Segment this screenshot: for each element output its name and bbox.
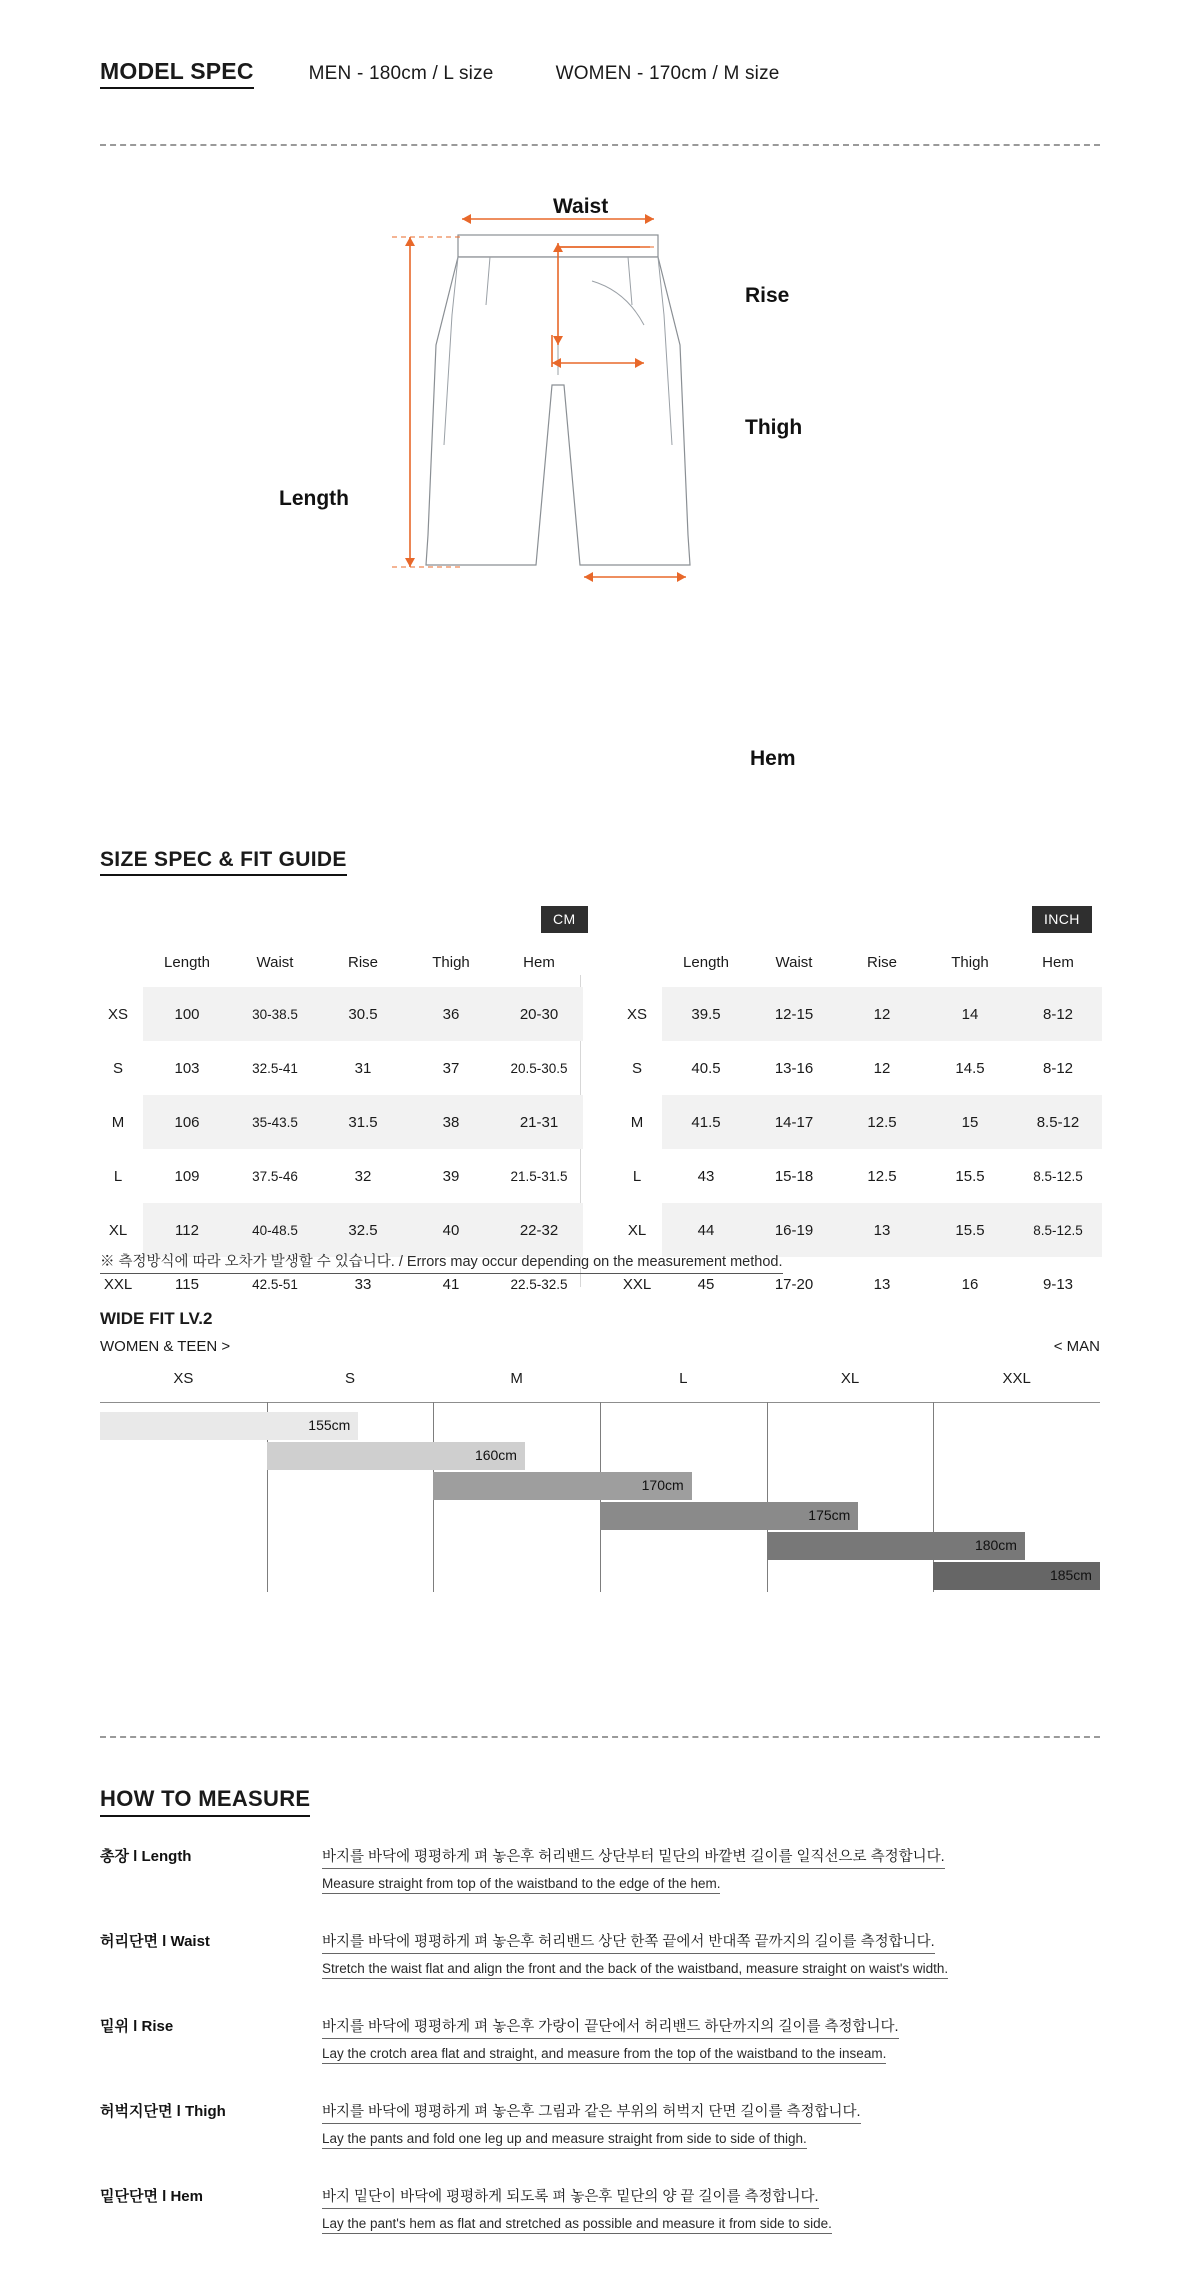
divider-top bbox=[100, 144, 1100, 146]
size-row-label: S bbox=[112, 1059, 123, 1077]
size-cell: 41 bbox=[442, 1275, 460, 1293]
size-cell: 12 bbox=[838, 987, 926, 1041]
measure-item bbox=[100, 2015, 1100, 2064]
size-row-label: XS bbox=[107, 1005, 128, 1023]
size-row-label: XXL bbox=[622, 1275, 652, 1293]
size-cell: 38 bbox=[407, 1095, 495, 1149]
measure-item bbox=[100, 2100, 1100, 2149]
size-column-header: Thigh bbox=[951, 954, 989, 971]
table-row bbox=[90, 987, 583, 1041]
measure-description bbox=[322, 2185, 1100, 2234]
table-row bbox=[609, 1149, 1102, 1203]
size-column-header: Rise bbox=[347, 954, 378, 971]
fit-bar-label: 185cm bbox=[1049, 1567, 1092, 1583]
measure-description bbox=[322, 2015, 1100, 2064]
size-row-label: XS bbox=[626, 1005, 647, 1023]
diagram-label-waist: Waist bbox=[553, 195, 609, 218]
table-row bbox=[609, 1203, 1102, 1257]
table-row bbox=[609, 987, 1102, 1041]
size-row-label: M bbox=[630, 1113, 644, 1131]
size-cell: 32.5 bbox=[319, 1203, 407, 1257]
size-cell: 15 bbox=[926, 1095, 1014, 1149]
measure-description-kr: 바지를 바닥에 평평하게 펴 놓은후 허리밴드 상단 한쪽 끝에서 반대쪽 끝까지의 길이를 측정합니다. bbox=[322, 1930, 935, 1954]
size-cell: 8-12 bbox=[1014, 987, 1102, 1041]
size-cell: 14 bbox=[926, 987, 1014, 1041]
size-column-header: Length bbox=[683, 954, 729, 971]
table-row bbox=[90, 1149, 583, 1203]
size-cell: 37 bbox=[442, 1059, 460, 1077]
size-column-blank bbox=[609, 946, 662, 987]
size-cell: 14-17 bbox=[750, 1095, 838, 1149]
size-cell: 14.5 bbox=[955, 1059, 985, 1077]
size-cell: 106 bbox=[143, 1095, 231, 1149]
fit-bar bbox=[100, 1412, 358, 1440]
size-cell: 8.5-12.5 bbox=[1014, 1203, 1102, 1257]
fit-bar bbox=[933, 1562, 1100, 1590]
measure-description-en: Lay the crotch area flat and straight, and measure from the top of the waistband to the inseam. bbox=[322, 2046, 886, 2064]
measure-description bbox=[322, 2100, 1100, 2149]
size-cell: 22-32 bbox=[495, 1203, 583, 1257]
size-cell: 109 bbox=[174, 1167, 200, 1185]
size-cell: 32 bbox=[354, 1167, 372, 1185]
pants-diagram bbox=[340, 185, 860, 585]
size-cell: 31 bbox=[354, 1059, 372, 1077]
measure-description-en: Lay the pants and fold one leg up and measure straight from side to side of thigh. bbox=[322, 2131, 807, 2149]
size-cell: 36 bbox=[407, 987, 495, 1041]
size-cell: 12-15 bbox=[750, 987, 838, 1041]
size-table-cm-header bbox=[90, 946, 583, 987]
measure-description-en: Measure straight from top of the waistband to the edge of the hem. bbox=[322, 1876, 720, 1894]
table-row bbox=[90, 1041, 583, 1095]
model-spec-women: WOMEN - 170cm / M size bbox=[555, 63, 780, 84]
unit-badge-inch: INCH bbox=[1032, 906, 1092, 933]
size-cell: 100 bbox=[143, 987, 231, 1041]
table-row bbox=[609, 1095, 1102, 1149]
table-row bbox=[90, 1095, 583, 1149]
size-column-header: Length bbox=[164, 954, 210, 971]
diagram-label-hem: Hem bbox=[750, 747, 796, 770]
measure-term: 밑단단면 l Hem bbox=[100, 2188, 203, 2205]
measure-term: 총장 l Length bbox=[100, 1848, 192, 1865]
measure-description-kr: 바지를 바닥에 평평하게 펴 놓은후 그림과 같은 부위의 허벅지 단면 길이를 측정합니다. bbox=[322, 2100, 861, 2124]
fit-size-label: M bbox=[510, 1370, 523, 1387]
fit-size-label: XXL bbox=[1002, 1370, 1031, 1387]
measure-term: 허벅지단면 l Thigh bbox=[100, 2103, 226, 2120]
size-cell: 41.5 bbox=[662, 1095, 750, 1149]
size-spec-title: SIZE SPEC & FIT GUIDE bbox=[100, 848, 347, 876]
size-cell: 21-31 bbox=[495, 1095, 583, 1149]
model-spec-title: MODEL SPEC bbox=[100, 58, 254, 89]
measure-term: 허리단면 l Waist bbox=[100, 1933, 210, 1950]
fit-guide-title: WIDE FIT LV.2 bbox=[100, 1309, 213, 1328]
size-cell: 12.5 bbox=[838, 1095, 926, 1149]
size-cell: 35-43.5 bbox=[231, 1095, 319, 1149]
size-cell: 112 bbox=[143, 1203, 231, 1257]
size-row-label: L bbox=[632, 1167, 642, 1185]
size-cell: 44 bbox=[662, 1203, 750, 1257]
measure-item bbox=[100, 1845, 1100, 1894]
size-cell: 43 bbox=[697, 1167, 715, 1185]
size-column-header: Waist bbox=[256, 954, 294, 971]
size-cell: 8.5-12.5 bbox=[1033, 1168, 1083, 1184]
pants-illustration-svg bbox=[340, 185, 860, 585]
size-cell: 37.5-46 bbox=[252, 1168, 298, 1184]
diagram-label-length: Length bbox=[279, 487, 349, 510]
size-row-label: M bbox=[111, 1113, 125, 1131]
size-cell: 42.5-51 bbox=[252, 1276, 298, 1292]
measure-description-en: Lay the pant's hem as flat and stretched as possible and measure it from side to side. bbox=[322, 2216, 832, 2234]
size-column-header: Rise bbox=[866, 954, 897, 971]
measure-item bbox=[100, 2185, 1100, 2234]
size-cell: 9-13 bbox=[1042, 1275, 1074, 1293]
size-cell: 40 bbox=[407, 1203, 495, 1257]
size-cell: 33 bbox=[354, 1275, 372, 1293]
size-cell: 13 bbox=[838, 1203, 926, 1257]
size-cell: 12 bbox=[873, 1059, 891, 1077]
model-spec-men: MEN - 180cm / L size bbox=[308, 63, 494, 84]
size-cell: 32.5-41 bbox=[252, 1060, 298, 1076]
divider-middle bbox=[100, 1736, 1100, 1738]
fit-size-label: S bbox=[344, 1370, 355, 1387]
size-cell: 115 bbox=[175, 1275, 199, 1293]
how-to-measure-list bbox=[100, 1845, 1100, 2270]
size-row-label: XL bbox=[627, 1221, 647, 1239]
measure-description-en: Stretch the waist flat and align the front and the back of the waistband, measure straight on waist's width. bbox=[322, 1961, 948, 1979]
table-row bbox=[609, 1041, 1102, 1095]
size-column-blank bbox=[90, 946, 143, 987]
size-column-header: Hem bbox=[1042, 954, 1074, 971]
measure-description-kr: 바지를 바닥에 평평하게 펴 놓은후 허리밴드 상단부터 밑단의 바깥변 길이를 일직선으로 측정합니다. bbox=[322, 1845, 945, 1869]
fit-bar bbox=[433, 1472, 691, 1500]
table-row bbox=[90, 1203, 583, 1257]
size-cell: 30-38.5 bbox=[231, 987, 319, 1041]
size-cell: 31.5 bbox=[319, 1095, 407, 1149]
size-row-label: L bbox=[113, 1167, 123, 1185]
how-to-measure-title: HOW TO MEASURE bbox=[100, 1786, 310, 1817]
size-cell: 20.5-30.5 bbox=[510, 1060, 568, 1076]
unit-badge-cm: CM bbox=[541, 906, 588, 933]
measure-description bbox=[322, 1845, 1100, 1894]
measure-term: 밑위 l Rise bbox=[100, 2018, 174, 2035]
fit-size-label: L bbox=[679, 1370, 688, 1387]
size-cell: 40-48.5 bbox=[231, 1203, 319, 1257]
fit-bar-label: 155cm bbox=[308, 1417, 351, 1433]
measure-description-kr: 바지를 바닥에 평평하게 펴 놓은후 가랑이 끝단에서 허리밴드 하단까지의 길이를 측정합니다. bbox=[322, 2015, 899, 2039]
diagram-label-rise: Rise bbox=[745, 284, 790, 307]
size-row-label: XL bbox=[108, 1221, 128, 1239]
size-cell: 30.5 bbox=[319, 987, 407, 1041]
size-column-header: Hem bbox=[523, 954, 555, 971]
size-cell: 103 bbox=[174, 1059, 200, 1077]
fit-guide-chart bbox=[100, 1370, 1100, 1690]
size-cell: 16-19 bbox=[750, 1203, 838, 1257]
size-cell: 15-18 bbox=[774, 1167, 814, 1185]
fit-bar-label: 180cm bbox=[974, 1537, 1017, 1553]
size-cell: 8.5-12 bbox=[1014, 1095, 1102, 1149]
measurement-error-note: ※ 측정방식에 따라 오차가 발생할 수 있습니다. / Errors may occur depending on the measurement method. bbox=[100, 1250, 783, 1274]
size-column-header: Waist bbox=[775, 954, 813, 971]
fit-bar-label: 160cm bbox=[474, 1447, 517, 1463]
measure-item bbox=[100, 1930, 1100, 1979]
size-cell: 13-16 bbox=[774, 1059, 814, 1077]
size-cell: 21.5-31.5 bbox=[510, 1168, 568, 1184]
measure-description bbox=[322, 1930, 1100, 1979]
size-cell: 15.5 bbox=[955, 1167, 985, 1185]
size-cell: 40.5 bbox=[691, 1059, 721, 1077]
fit-guide-left-note: WOMEN & TEEN > bbox=[100, 1338, 231, 1355]
fit-bar bbox=[267, 1442, 525, 1470]
size-cell: 22.5-32.5 bbox=[510, 1276, 568, 1292]
diagram-label-thigh: Thigh bbox=[745, 416, 803, 439]
size-cell: 16 bbox=[961, 1275, 979, 1293]
size-cell: 39 bbox=[442, 1167, 460, 1185]
size-column-header: Thigh bbox=[432, 954, 470, 971]
fit-guide-size-labels bbox=[100, 1370, 1100, 1400]
size-row-label: XXL bbox=[103, 1275, 133, 1293]
fit-guide-right-note: < MAN bbox=[1053, 1338, 1100, 1355]
fit-bar bbox=[600, 1502, 858, 1530]
size-row-label: S bbox=[631, 1059, 642, 1077]
size-cell: 15.5 bbox=[926, 1203, 1014, 1257]
fit-size-label: XL bbox=[840, 1370, 860, 1387]
size-cell: 12.5 bbox=[867, 1167, 897, 1185]
fit-bar-label: 170cm bbox=[641, 1477, 684, 1493]
size-cell: 13 bbox=[873, 1275, 891, 1293]
model-spec-header bbox=[100, 58, 780, 89]
measure-description-kr: 바지 밑단이 바닥에 평평하게 되도록 펴 놓은후 밑단의 양 끝 길이를 측정합니다. bbox=[322, 2185, 819, 2209]
size-cell: 17-20 bbox=[774, 1275, 814, 1293]
size-cell: 45 bbox=[697, 1275, 715, 1293]
fit-size-label: XS bbox=[173, 1370, 194, 1387]
fit-bar-label: 175cm bbox=[808, 1507, 851, 1523]
size-cell: 20-30 bbox=[495, 987, 583, 1041]
fit-gridline bbox=[767, 1402, 768, 1592]
fit-bar bbox=[767, 1532, 1025, 1560]
size-cell: 8-12 bbox=[1042, 1059, 1074, 1077]
size-table-inch-header bbox=[609, 946, 1102, 987]
size-cell: 39.5 bbox=[662, 987, 750, 1041]
